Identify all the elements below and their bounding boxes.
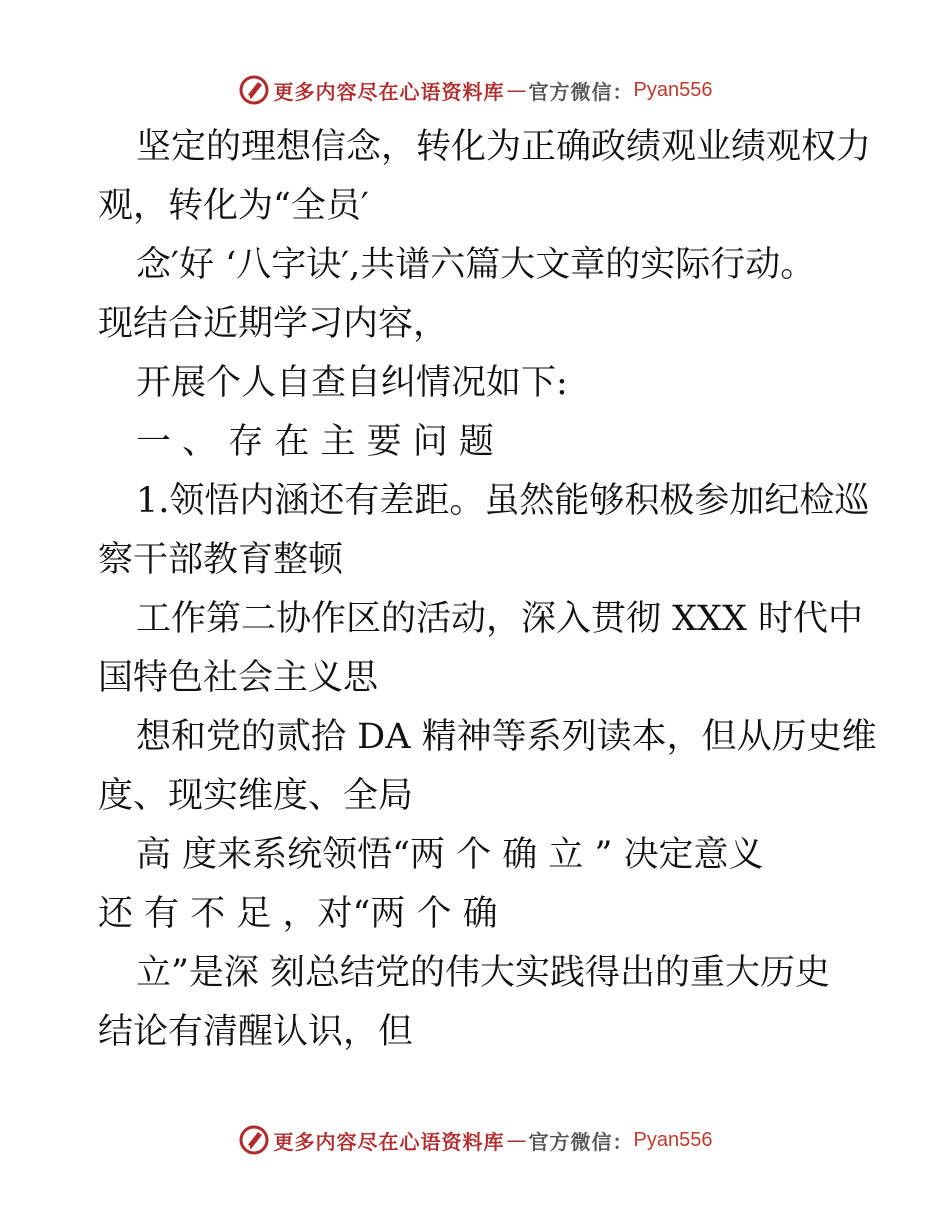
brand-logo-icon: [238, 74, 270, 106]
footer-wechat-id: Pyan556: [633, 1128, 713, 1151]
header-wechat-id: Pyan556: [633, 78, 713, 101]
paragraph-line: 工作第二协作区的活动，深入贯彻 XXX 时代中: [136, 599, 864, 639]
paragraph-line: 念′好 ‘八字诀′,共谱六篇大文章的实际行动。: [136, 245, 816, 285]
header-wechat-label: 官方微信：: [528, 79, 634, 104]
footer-wechat-label: 官方微信：: [528, 1129, 634, 1154]
header-separator: —: [506, 78, 527, 102]
paragraph-line: 度、现实维度、全局: [98, 776, 414, 816]
brand-logo-icon: [238, 1124, 270, 1156]
footer-brand-text: 更多内容尽在心语资料库: [273, 1129, 505, 1154]
paragraph-line: 现结合近期学习内容，: [98, 304, 449, 344]
paragraph-line: 1.领悟内涵还有差距。虽然能够积极参加纪检巡: [136, 481, 870, 521]
paragraph-line: 开展个人自查自纠情况如下:: [136, 363, 568, 403]
header-brand-text: 更多内容尽在心语资料库: [273, 79, 505, 104]
paragraph-line: 想和党的贰拾 DA 精神等系列读本，但从历史维: [136, 717, 877, 757]
paragraph-line: 高 度来系统领悟“两 个 确 立 ” 决定意义: [136, 835, 764, 875]
paragraph-line: 结论有清醒认识，但: [98, 1012, 414, 1052]
paragraph-line: 还 有 不 足 ，对“两 个 确: [98, 894, 498, 934]
paragraph-line: 立”是深 刻总结党的伟大实践得出的重大历史: [136, 953, 831, 993]
header-banner: [0, 70, 950, 110]
section-heading: 一 、 存 在 主 要 问 题: [136, 422, 494, 462]
paragraph-line: 坚定的理想信念，转化为正确政绩观业绩观权力: [136, 127, 872, 167]
paragraph-line: 察干部教育整顿: [98, 540, 344, 580]
footer-separator: —: [506, 1128, 527, 1152]
paragraph-line: 观，转化为“全员′: [98, 186, 369, 226]
footer-banner: [0, 1120, 950, 1160]
paragraph-line: 国特色社会主义思: [98, 658, 379, 698]
document-body: [98, 118, 877, 1062]
